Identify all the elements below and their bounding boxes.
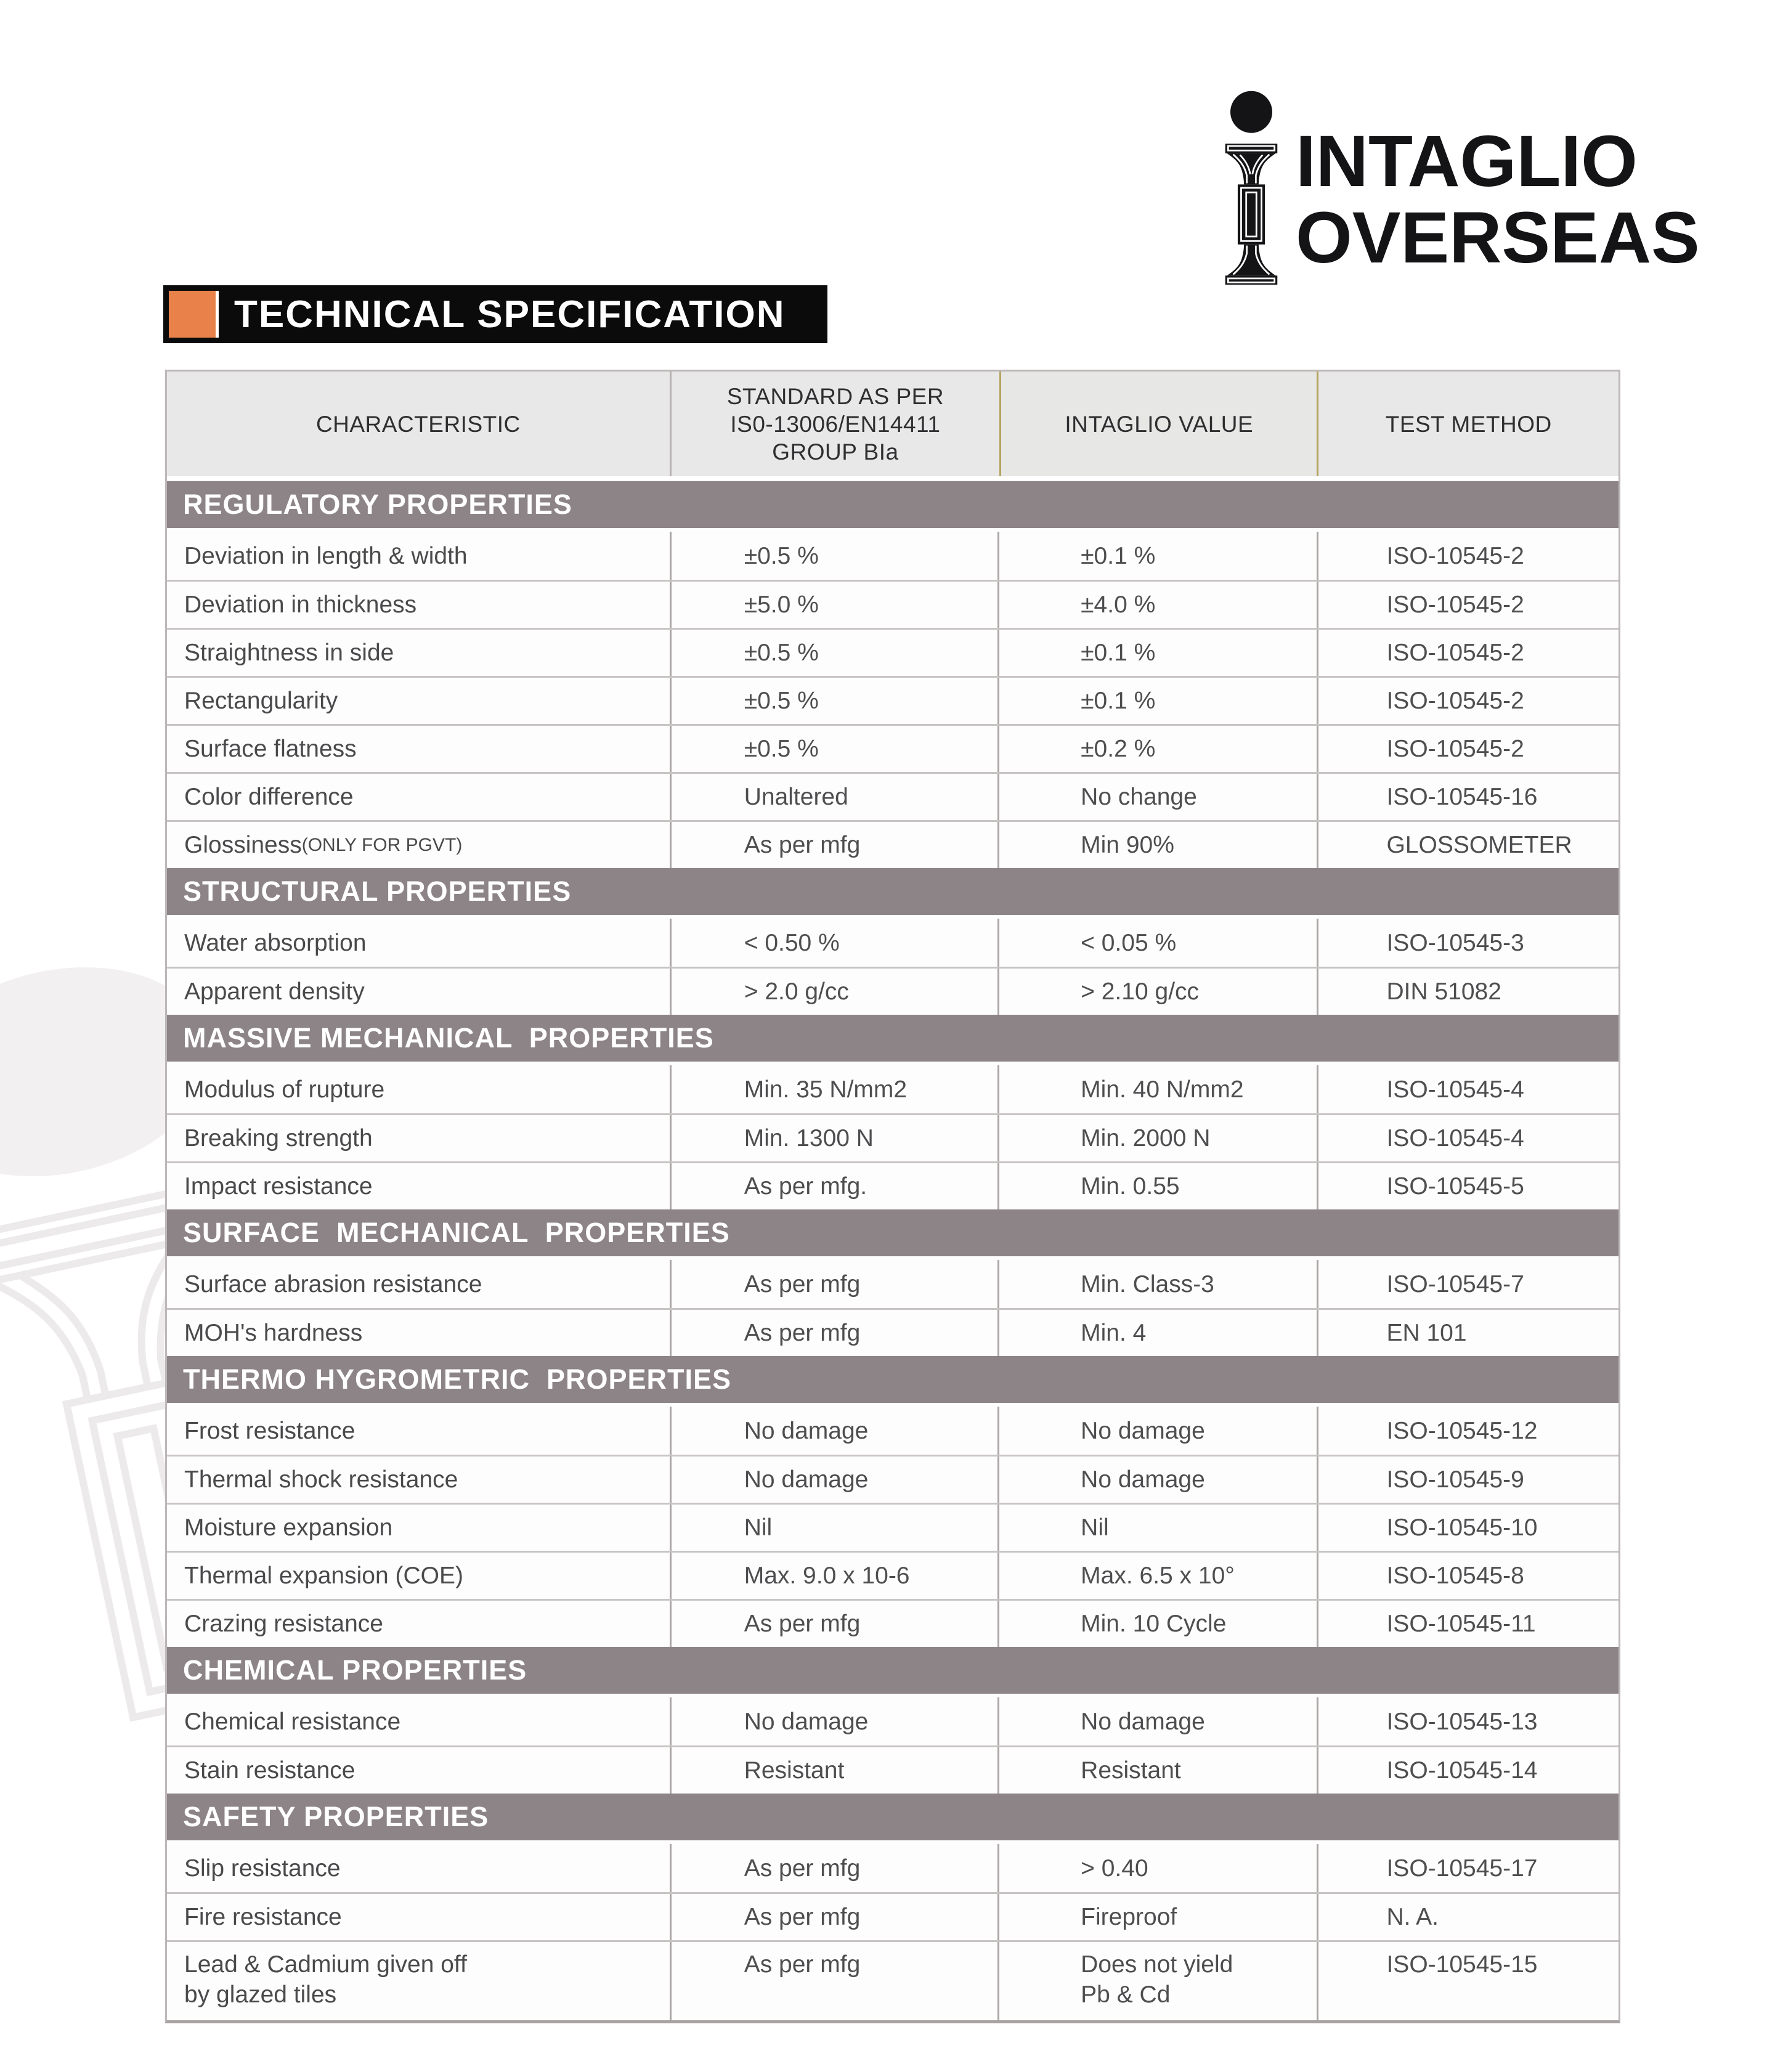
brand-name-line2: OVERSEAS xyxy=(1296,197,1700,278)
cell-test-method: ISO-10545-9 xyxy=(1386,1466,1524,1493)
cell-standard-value: As per mfg xyxy=(672,1844,999,1892)
cell-characteristic: Surface flatness xyxy=(167,726,672,772)
table-row xyxy=(167,919,1619,967)
cell-characteristic: Modulus of rupture xyxy=(167,1065,672,1113)
table-row xyxy=(167,1892,1619,1940)
section-header-bar: CHEMICAL PROPERTIES xyxy=(167,1647,1619,1694)
cell-intaglio-value: No change xyxy=(999,774,1318,820)
table-row xyxy=(167,1940,1619,2020)
cell-characteristic: Crazing resistance xyxy=(167,1601,672,1647)
column-logo-icon xyxy=(1223,89,1280,285)
section-body xyxy=(167,1407,1619,1647)
cell-test-method: ISO-10545-15 xyxy=(1386,1951,1538,1978)
cell-standard-value: ±0.5 % xyxy=(672,678,999,724)
table-row xyxy=(167,1308,1619,1356)
brand-name xyxy=(1296,121,1700,285)
table-row xyxy=(167,1599,1619,1647)
cell-standard-value: As per mfg. xyxy=(672,1163,999,1209)
cell-intaglio-value: Resistant xyxy=(999,1747,1318,1794)
cell-test-method: ISO-10545-14 xyxy=(1386,1757,1538,1784)
cell-standard-value: Resistant xyxy=(672,1747,999,1794)
table-row xyxy=(167,967,1619,1015)
cell-intaglio-value: Min 90% xyxy=(999,822,1318,868)
section-body xyxy=(167,1260,1619,1356)
cell-intaglio-value: Min. 4 xyxy=(999,1310,1318,1356)
table-row xyxy=(167,1844,1619,1892)
cell-standard-value: No damage xyxy=(672,1697,999,1745)
cell-intaglio-value: ±0.1 % xyxy=(999,630,1318,676)
cell-standard-value: As per mfg xyxy=(672,1310,999,1356)
cell-characteristic: Water absorption xyxy=(167,919,672,967)
cell-intaglio-value: ±0.1 % xyxy=(999,678,1318,724)
cell-test-method: ISO-10545-16 xyxy=(1386,784,1538,810)
table-row xyxy=(167,1503,1619,1551)
table-row xyxy=(167,1113,1619,1161)
cell-characteristic: Frost resistance xyxy=(167,1407,672,1455)
section-body xyxy=(167,1844,1619,2020)
cell-characteristic: Glossiness (ONLY FOR PGVT) xyxy=(167,822,672,868)
brand-logo xyxy=(1223,89,1700,285)
section-header-bar: SURFACE MECHANICAL PROPERTIES xyxy=(167,1209,1619,1256)
table-row xyxy=(167,580,1619,628)
cell-standard-value: No damage xyxy=(672,1407,999,1455)
cell-intaglio-value: Min. 40 N/mm2 xyxy=(999,1065,1318,1113)
cell-test-method: ISO-10545-2 xyxy=(1386,688,1524,714)
cell-test-method: ISO-10545-2 xyxy=(1386,736,1524,762)
cell-characteristic: Fire resistance xyxy=(167,1894,672,1940)
section-body xyxy=(167,919,1619,1015)
cell-intaglio-value: ±4.0 % xyxy=(999,582,1318,628)
cell-test-method: DIN 51082 xyxy=(1386,978,1501,1005)
cell-intaglio-value: ±0.1 % xyxy=(999,532,1318,580)
table-row xyxy=(167,1551,1619,1599)
table-row xyxy=(167,724,1619,772)
cell-characteristic: Breaking strength xyxy=(167,1115,672,1161)
cell-characteristic: Stain resistance xyxy=(167,1747,672,1794)
cell-intaglio-value: > 0.40 xyxy=(999,1844,1318,1892)
cell-standard-value: Max. 9.0 x 10-6 xyxy=(672,1553,999,1599)
column-header-intaglio-value: INTAGLIO VALUE xyxy=(999,372,1318,476)
page-title-bar xyxy=(163,285,827,343)
cell-test-method: ISO-10545-5 xyxy=(1386,1173,1524,1200)
table-row xyxy=(167,628,1619,676)
cell-intaglio-value: No damage xyxy=(999,1697,1318,1745)
column-header-row xyxy=(167,372,1619,481)
brand-name-line1: INTAGLIO xyxy=(1296,121,1638,202)
section-body xyxy=(167,532,1619,868)
section-body xyxy=(167,1065,1619,1209)
cell-characteristic: Slip resistance xyxy=(167,1844,672,1892)
cell-standard-value: Min. 1300 N xyxy=(672,1115,999,1161)
cell-characteristic: Rectangularity xyxy=(167,678,672,724)
cell-standard-value: No damage xyxy=(672,1456,999,1503)
cell-intaglio-value: > 2.10 g/cc xyxy=(999,969,1318,1015)
cell-standard-value: As per mfg xyxy=(672,1942,999,2020)
cell-characteristic: Thermal expansion (COE) xyxy=(167,1553,672,1599)
cell-intaglio-value: Min. 0.55 xyxy=(999,1163,1318,1209)
cell-characteristic: Chemical resistance xyxy=(167,1697,672,1745)
cell-test-method: ISO-10545-4 xyxy=(1386,1076,1524,1103)
cell-characteristic: Deviation in length & width xyxy=(167,532,672,580)
cell-intaglio-value: Min. 2000 N xyxy=(999,1115,1318,1161)
cell-intaglio-value: Max. 6.5 x 10° xyxy=(999,1553,1318,1599)
section-header-bar: STRUCTURAL PROPERTIES xyxy=(167,868,1619,915)
table-row xyxy=(167,532,1619,580)
cell-test-method: N. A. xyxy=(1386,1904,1439,1930)
table-body xyxy=(167,481,1619,2020)
cell-test-method: ISO-10545-3 xyxy=(1386,929,1524,956)
accent-square xyxy=(169,291,216,338)
cell-intaglio-value: < 0.05 % xyxy=(999,919,1318,967)
table-row xyxy=(167,1161,1619,1209)
cell-standard-value: < 0.50 % xyxy=(672,919,999,967)
cell-characteristic: Impact resistance xyxy=(167,1163,672,1209)
column-header-characteristic: CHARACTERISTIC xyxy=(167,372,672,476)
spec-table xyxy=(165,370,1620,2023)
section-header-bar: MASSIVE MECHANICAL PROPERTIES xyxy=(167,1015,1619,1062)
cell-test-method: ISO-10545-4 xyxy=(1386,1125,1524,1152)
section-body xyxy=(167,1697,1619,1794)
column-header-standard: STANDARD AS PER IS0-13006/EN14411 GROUP BIa xyxy=(726,383,944,465)
cell-test-method: ISO-10545-11 xyxy=(1386,1611,1536,1637)
cell-intaglio-value: Nil xyxy=(999,1505,1318,1551)
cell-characteristic: Lead & Cadmium given off by glazed tiles xyxy=(167,1942,672,2020)
cell-standard-value: As per mfg xyxy=(672,1601,999,1647)
cell-intaglio-value: Min. Class-3 xyxy=(999,1260,1318,1308)
cell-test-method: ISO-10545-13 xyxy=(1386,1708,1538,1735)
cell-characteristic: Thermal shock resistance xyxy=(167,1456,672,1503)
cell-test-method: ISO-10545-8 xyxy=(1386,1562,1524,1589)
section-header-bar: SAFETY PROPERTIES xyxy=(167,1794,1619,1840)
cell-standard-value: ±5.0 % xyxy=(672,582,999,628)
table-row xyxy=(167,676,1619,724)
cell-characteristic: Straightness in side xyxy=(167,630,672,676)
cell-characteristic: Color difference xyxy=(167,774,672,820)
cell-standard-value: ±0.5 % xyxy=(672,726,999,772)
cell-standard-value: As per mfg xyxy=(672,1260,999,1308)
cell-test-method: ISO-10545-2 xyxy=(1386,591,1524,618)
section-header-bar: THERMO HYGROMETRIC PROPERTIES xyxy=(167,1356,1619,1403)
cell-characteristic: Surface abrasion resistance xyxy=(167,1260,672,1308)
cell-characteristic: Moisture expansion xyxy=(167,1505,672,1551)
cell-test-method: ISO-10545-10 xyxy=(1386,1514,1538,1541)
cell-test-method: ISO-10545-2 xyxy=(1386,542,1524,569)
cell-test-method: EN 101 xyxy=(1386,1320,1467,1346)
table-row xyxy=(167,1455,1619,1503)
table-row xyxy=(167,1065,1619,1113)
cell-standard-value: Unaltered xyxy=(672,774,999,820)
table-row xyxy=(167,1745,1619,1794)
table-row xyxy=(167,820,1619,868)
cell-characteristic: Apparent density xyxy=(167,969,672,1015)
cell-intaglio-value: Fireproof xyxy=(999,1894,1318,1940)
cell-standard-value: Nil xyxy=(672,1505,999,1551)
cell-test-method: ISO-10545-17 xyxy=(1386,1855,1538,1882)
cell-intaglio-value: Min. 10 Cycle xyxy=(999,1601,1318,1647)
section-header-bar: REGULATORY PROPERTIES xyxy=(167,481,1619,528)
cell-standard-value: ±0.5 % xyxy=(672,630,999,676)
cell-standard-value: ±0.5 % xyxy=(672,532,999,580)
cell-standard-value: As per mfg xyxy=(672,1894,999,1940)
table-row xyxy=(167,1260,1619,1308)
cell-standard-value: As per mfg xyxy=(672,822,999,868)
table-row xyxy=(167,1407,1619,1455)
cell-intaglio-value: Does not yield Pb & Cd xyxy=(999,1942,1318,2020)
cell-test-method: ISO-10545-12 xyxy=(1386,1417,1538,1444)
cell-test-method: GLOSSOMETER xyxy=(1386,832,1572,858)
cell-standard-value: > 2.0 g/cc xyxy=(672,969,999,1015)
cell-note: (ONLY FOR PGVT) xyxy=(301,835,463,855)
table-row xyxy=(167,772,1619,820)
column-header-test-method: TEST METHOD xyxy=(1385,411,1552,437)
cell-standard-value: Min. 35 N/mm2 xyxy=(672,1065,999,1113)
cell-test-method: ISO-10545-7 xyxy=(1386,1270,1524,1298)
cell-test-method: ISO-10545-2 xyxy=(1386,640,1524,666)
page-title: TECHNICAL SPECIFICATION xyxy=(234,293,786,336)
cell-intaglio-value: No damage xyxy=(999,1456,1318,1503)
cell-characteristic: Deviation in thickness xyxy=(167,582,672,628)
cell-characteristic: MOH's hardness xyxy=(167,1310,672,1356)
cell-intaglio-value: No damage xyxy=(999,1407,1318,1455)
cell-intaglio-value: ±0.2 % xyxy=(999,726,1318,772)
table-row xyxy=(167,1697,1619,1745)
